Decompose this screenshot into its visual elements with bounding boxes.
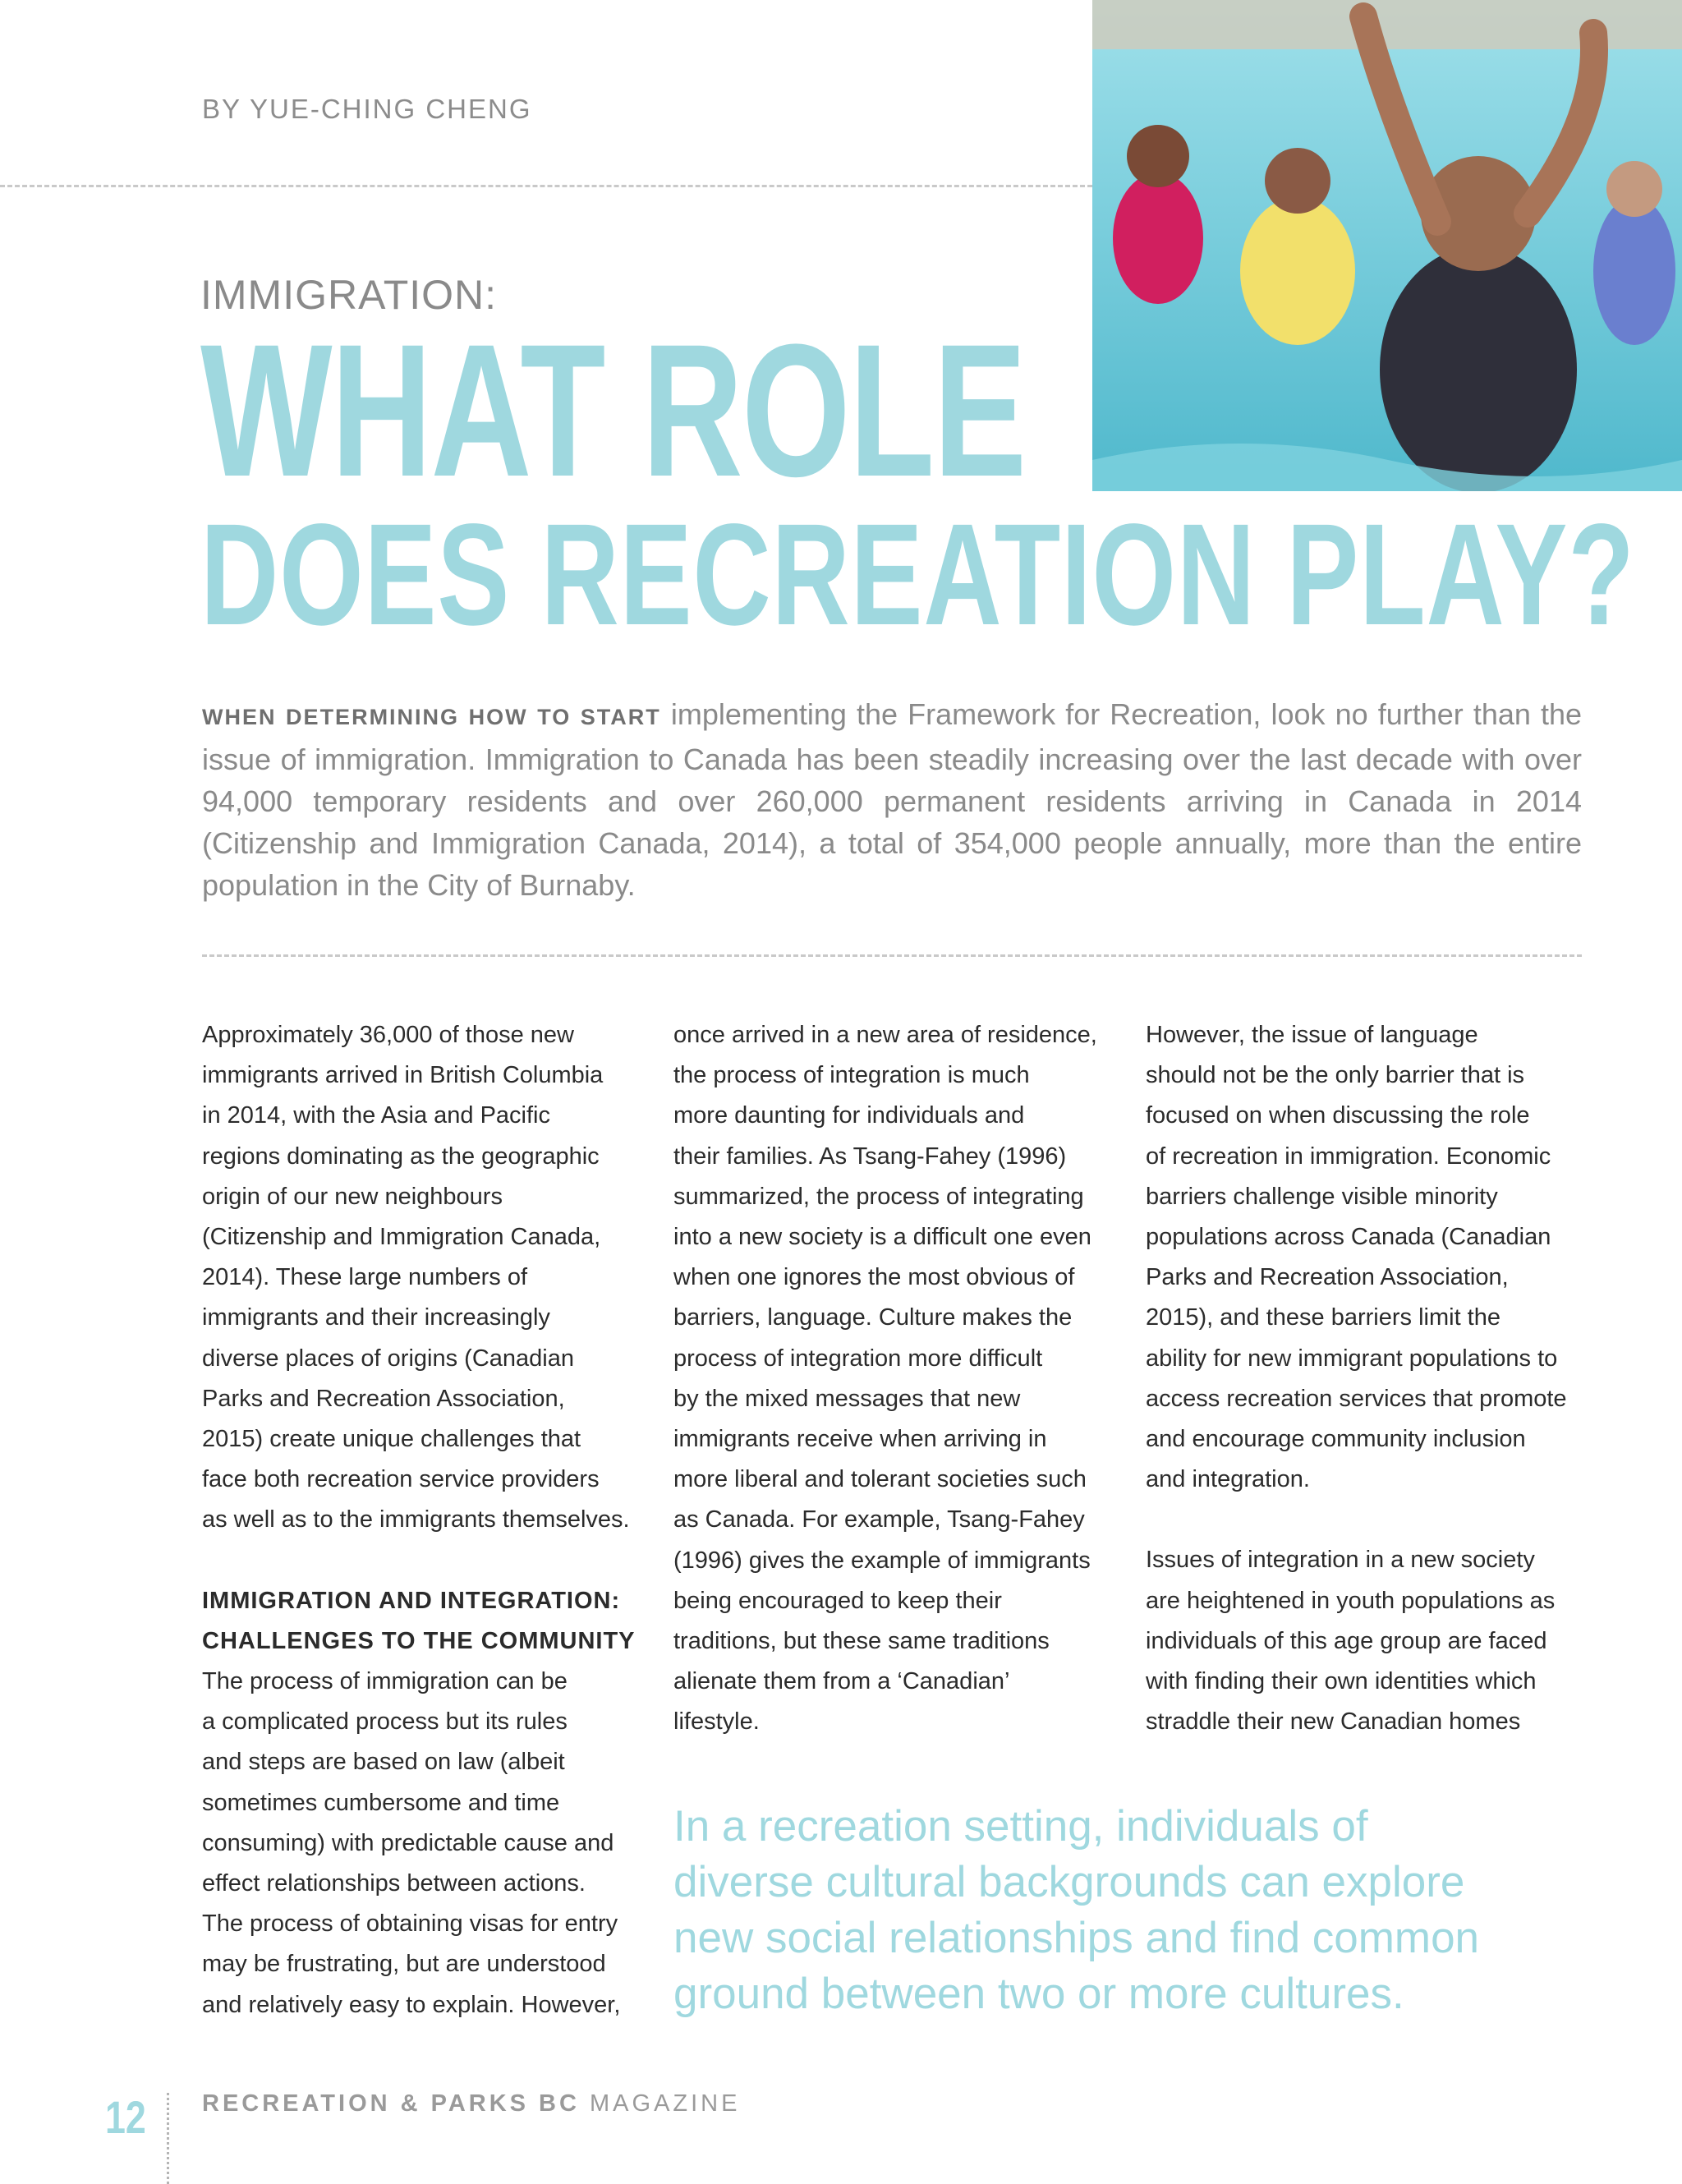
- paragraph-gap: [202, 1541, 646, 1581]
- text-line: immigrants arrived in British Columbia: [202, 1062, 604, 1089]
- kicker: IMMIGRATION:: [200, 272, 498, 318]
- text-line: The process of obtaining visas for entry: [202, 1910, 618, 1938]
- text-line: regions dominating as the geographic: [202, 1143, 600, 1170]
- text-line: barriers, language. Culture makes the: [673, 1304, 1073, 1331]
- text-line: Parks and Recreation Association,: [1146, 1264, 1509, 1291]
- col3-para2: [1146, 1540, 1589, 1742]
- text-line: ability for new immigrant populations to: [1146, 1345, 1558, 1372]
- text-line: summarized, the process of integrating: [673, 1183, 1084, 1210]
- publication-name: RECREATION & PARKS BC: [202, 2090, 580, 2117]
- column-1: [202, 1015, 646, 2025]
- page-number: 12: [105, 2091, 146, 2143]
- text-line: The process of immigration can be: [202, 1668, 568, 1695]
- text-line: (1996) gives the example of immigrants: [673, 1547, 1091, 1574]
- text-line: of recreation in immigration. Economic: [1146, 1143, 1551, 1170]
- subhead-line: CHALLENGES TO THE COMMUNITY: [202, 1627, 636, 1654]
- text-line: traditions, but these same traditions: [673, 1628, 1050, 1655]
- section-subhead: [202, 1581, 646, 1662]
- pull-quote-line: new social relationships and find common: [673, 1914, 1480, 1962]
- column-3: [1146, 1015, 1589, 1742]
- text-line: (Citizenship and Immigration Canada,: [202, 1224, 601, 1251]
- footer-dotted-rule: [167, 2093, 169, 2184]
- pull-quote-line: In a recreation setting, individuals of: [673, 1802, 1368, 1851]
- text-line: 2014). These large numbers of: [202, 1264, 528, 1291]
- text-line: and integration.: [1146, 1466, 1310, 1493]
- text-line: being encouraged to keep their: [673, 1587, 1002, 1614]
- text-line: focused on when discussing the role: [1146, 1102, 1530, 1129]
- footer-publication: [202, 2090, 740, 2117]
- text-line: as Canada. For example, Tsang-Fahey: [673, 1506, 1085, 1533]
- text-line: once arrived in a new area of residence,: [673, 1022, 1097, 1048]
- headline-line-1: WHAT ROLE: [200, 305, 1026, 516]
- text-line: immigrants and their increasingly: [202, 1304, 550, 1331]
- paragraph-gap: [1146, 1500, 1589, 1540]
- subhead-line: IMMIGRATION AND INTEGRATION:: [202, 1587, 621, 1614]
- text-line: effect relationships between actions.: [202, 1870, 586, 1897]
- pull-quote-line: diverse cultural backgrounds can explore: [673, 1858, 1465, 1906]
- text-line: origin of our new neighbours: [202, 1183, 503, 1210]
- text-line: more daunting for individuals and: [673, 1102, 1025, 1129]
- text-line: Parks and Recreation Association,: [202, 1385, 565, 1412]
- top-dashed-divider: [0, 185, 1092, 187]
- col2-para1: [673, 1015, 1117, 1743]
- col1-para1: [202, 1015, 646, 1541]
- middle-dashed-divider: [202, 954, 1582, 957]
- col1-para2: [202, 1662, 646, 2025]
- text-line: individuals of this age group are faced: [1146, 1627, 1547, 1654]
- text-line: process of integration more difficult: [673, 1345, 1043, 1372]
- text-line: 2015), and these barriers limit the: [1146, 1304, 1500, 1331]
- text-line: However, the issue of language: [1146, 1022, 1478, 1048]
- text-line: sometimes cumbersome and time: [202, 1789, 560, 1816]
- text-line: as well as to the immigrants themselves.: [202, 1506, 630, 1533]
- header-photo: [1092, 0, 1682, 491]
- text-line: in 2014, with the Asia and Pacific: [202, 1102, 550, 1129]
- text-line: more liberal and tolerant societies such: [673, 1466, 1087, 1493]
- swimming-pool-photo-icon: [1092, 0, 1682, 491]
- pull-quote: [673, 1799, 1593, 2022]
- text-line: 2015) create unique challenges that: [202, 1426, 581, 1453]
- column-2: [673, 1015, 1117, 1743]
- text-line: Issues of integration in a new society: [1146, 1547, 1535, 1574]
- lead-paragraph: [202, 693, 1582, 906]
- text-line: alienate them from a ‘Canadian’: [673, 1668, 1010, 1695]
- text-line: Approximately 36,000 of those new: [202, 1022, 574, 1048]
- text-line: and relatively easy to explain. However,: [202, 1991, 621, 2018]
- text-line: immigrants receive when arriving in: [673, 1426, 1047, 1453]
- text-line: consuming) with predictable cause and: [202, 1829, 614, 1856]
- text-line: lifestyle.: [673, 1708, 760, 1736]
- text-line: when one ignores the most obvious of: [673, 1264, 1075, 1291]
- col3-para1: [1146, 1015, 1589, 1500]
- text-line: face both recreation service providers: [202, 1466, 600, 1493]
- text-line: with finding their own identities which: [1146, 1668, 1537, 1695]
- publication-suffix: MAGAZINE: [579, 2090, 741, 2117]
- text-line: by the mixed messages that new: [673, 1385, 1021, 1412]
- text-line: and steps are based on law (albeit: [202, 1749, 565, 1776]
- text-line: access recreation services that promote: [1146, 1385, 1567, 1412]
- text-line: their families. As Tsang-Fahey (1996): [673, 1143, 1067, 1170]
- text-line: diverse places of origins (Canadian: [202, 1345, 574, 1372]
- text-line: a complicated process but its rules: [202, 1708, 568, 1736]
- lead-in: WHEN DETERMINING HOW TO START: [202, 705, 661, 729]
- text-line: and encourage community inclusion: [1146, 1426, 1526, 1453]
- text-line: barriers challenge visible minority: [1146, 1183, 1498, 1210]
- text-line: should not be the only barrier that is: [1146, 1062, 1525, 1089]
- text-line: may be frustrating, but are understood: [202, 1951, 606, 1978]
- text-line: are heightened in youth populations as: [1146, 1587, 1556, 1614]
- headline-line-2: DOES RECREATION PLAY?: [200, 494, 1635, 655]
- text-line: into a new society is a difficult one even: [673, 1224, 1091, 1251]
- byline: BY YUE-CHING CHENG: [202, 94, 532, 124]
- pull-quote-line: ground between two or more cultures.: [673, 1970, 1404, 2018]
- text-line: the process of integration is much: [673, 1062, 1030, 1089]
- lead-text: implementing the Framework for Recreation, look no further than the issue of immigration. Immigration to Canada has been steadily increasing over the last decade with over 94,000 temporary residents and over 260,000 permanent residents arriving in Canada in 2014 (Citizenship and Immigration Canada, 2014), a total of 354,000 people annually, more than the entire population in the City of Burnaby.: [202, 697, 1582, 902]
- text-line: straddle their new Canadian homes: [1146, 1708, 1521, 1736]
- text-line: populations across Canada (Canadian: [1146, 1224, 1551, 1251]
